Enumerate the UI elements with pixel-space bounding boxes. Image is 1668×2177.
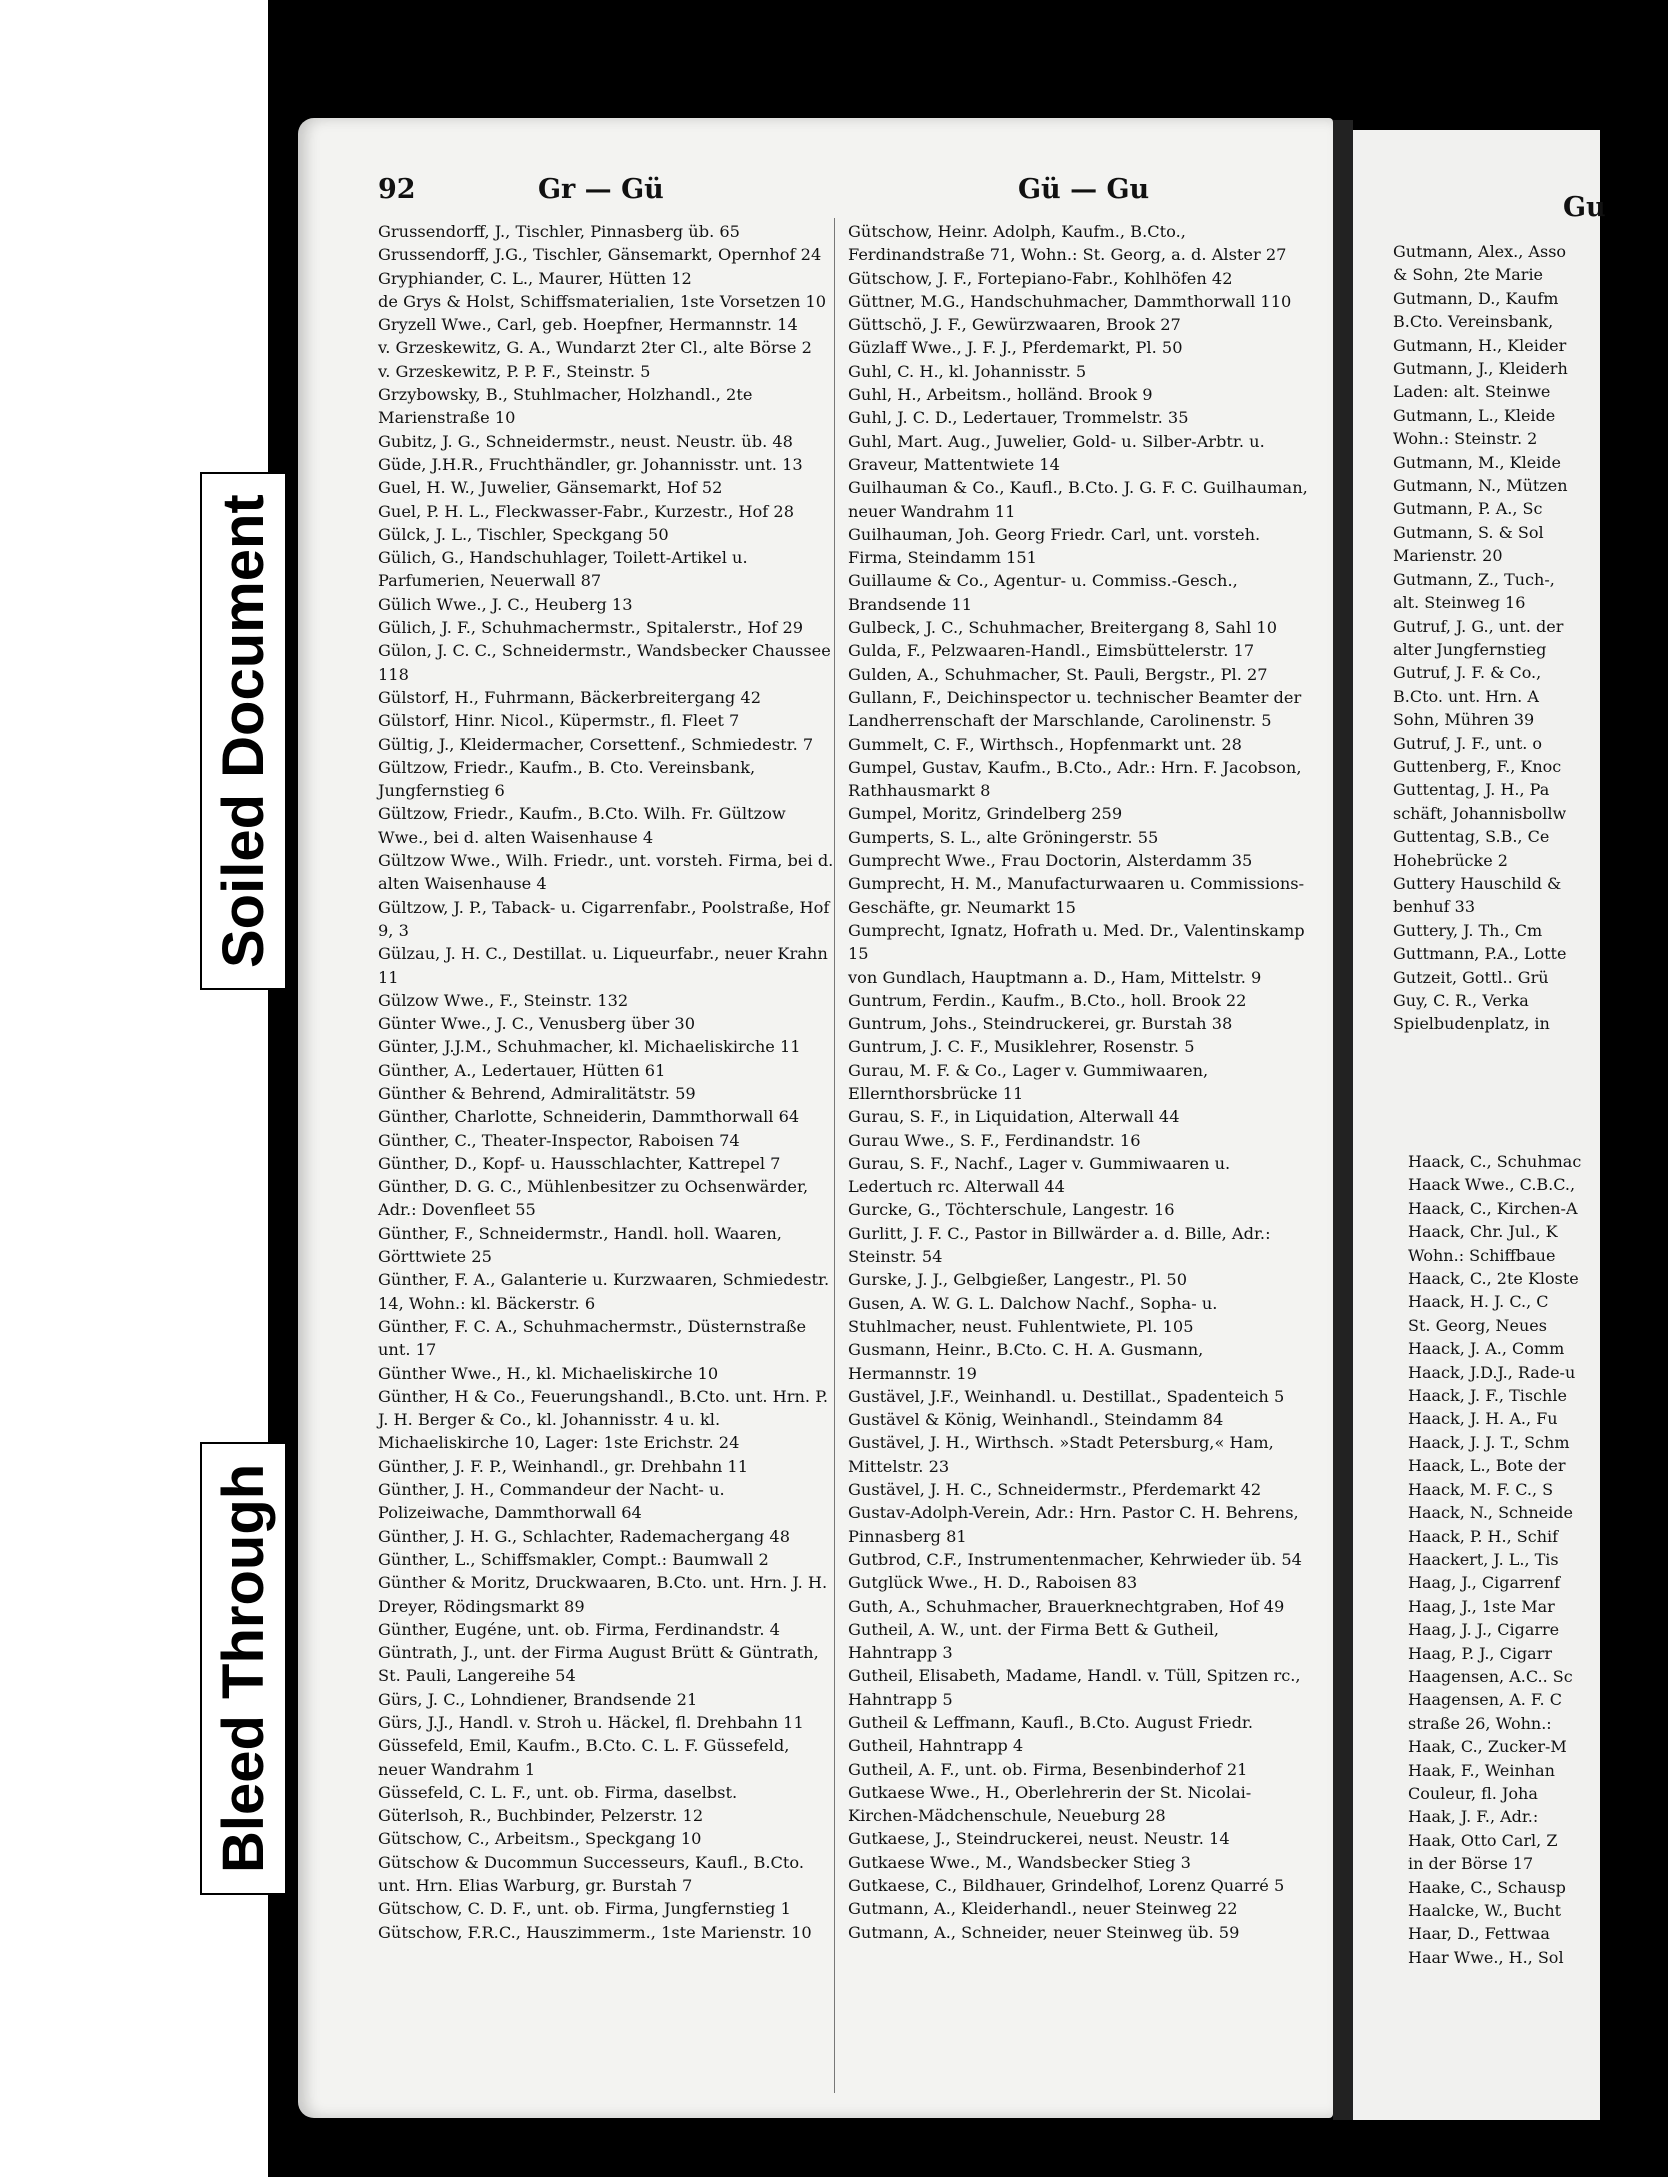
next-page-line: Gutmann, Alex., Asso xyxy=(1393,242,1567,261)
left-column xyxy=(378,220,838,1944)
next-page-line: Gutruf, J. F., unt. o xyxy=(1393,733,1543,753)
next-page-line: Wohn.: Schiffbaue xyxy=(1408,1245,1556,1265)
directory-entry: Gülich Wwe., J. C., Heuberg 13 xyxy=(378,594,633,614)
directory-entry: Gülich, G., Handschuhlager, Toilett-Artikel u. Parfumerien, Neuerwall 87 xyxy=(378,548,748,591)
directory-entry: Günther, J. H., Commandeur der Nacht- u. Polizeiwache, Dammthorwall 64 xyxy=(378,1480,725,1523)
next-page-line: alt. Steinweg 16 xyxy=(1393,593,1526,613)
next-page-line: Haar, D., Fettwaa xyxy=(1408,1924,1550,1944)
next-page-line: Spielbudenplatz, in xyxy=(1393,1014,1550,1034)
next-page-line: Haackert, J. L., Tis xyxy=(1408,1549,1559,1569)
directory-entry: Gurcke, G., Töchterschule, Langestr. 16 xyxy=(848,1200,1175,1220)
directory-entry: Gutkaese Wwe., M., Wandsbecker Stieg 3 xyxy=(848,1852,1191,1872)
next-page-line: B.Cto. unt. Hrn. A xyxy=(1393,686,1539,706)
next-page-line: Haack, C., 2te Kloste xyxy=(1408,1269,1579,1289)
directory-entry: Guhl, J. C. D., Ledertauer, Trommelstr. 35 xyxy=(848,408,1189,428)
directory-entry: Gurau, S. F., Nachf., Lager v. Gummiwaaren u. Ledertuch rc. Alterwall 44 xyxy=(848,1153,1231,1197)
directory-entry: Gülon, J. C. C., Schneidermstr., Wandsbecker Chaussee 118 xyxy=(378,641,831,684)
directory-entry: Gültig, J., Kleidermacher, Corsettenf., Schmiedestr. 7 xyxy=(378,734,814,754)
directory-entry: Gummelt, C. F., Wirthsch., Hopfenmarkt unt. 28 xyxy=(848,734,1242,754)
directory-entry: Günther, D. G. C., Mühlenbesitzer zu Ochsenwärder, Adr.: Dovenfleet 55 xyxy=(378,1177,809,1220)
next-page-line: Haalcke, W., Bucht xyxy=(1408,1901,1562,1920)
next-page-line: Haagensen, A. F. C xyxy=(1408,1690,1562,1710)
directory-entry: Günter, J.J.M., Schuhmacher, kl. Michaeliskirche 11 xyxy=(378,1037,801,1057)
directory-entry: Gulda, F., Pelzwaaren-Handl., Eimsbüttelerstr. 17 xyxy=(848,641,1255,661)
directory-entry: Gumprecht Wwe., Frau Doctorin, Alsterdamm 35 xyxy=(848,851,1253,871)
margin-strip xyxy=(0,0,276,2177)
next-page-line: Guttentag, S.B., Ce xyxy=(1393,827,1550,847)
directory-entry: Gutkaese Wwe., H., Oberlehrerin der St. Nicolai-Kirchen-Mädchenschule, Neueburg 28 xyxy=(848,1782,1252,1826)
next-page-line: Laden: alt. Steinwe xyxy=(1393,382,1551,402)
directory-entry: Guhl, H., Arbeitsm., holländ. Brook 9 xyxy=(848,385,1153,405)
next-page-line: Gutmann, J., Kleiderh xyxy=(1393,359,1568,379)
next-page-line: B.Cto. Vereinsbank, xyxy=(1393,312,1554,332)
next-page-line: Gutruf, J. G., unt. der xyxy=(1393,616,1564,636)
caption-soiled-document: Soiled Document xyxy=(200,472,287,990)
book-gutter xyxy=(1333,120,1353,2120)
directory-entry: Guntrum, J. C. F., Musiklehrer, Rosenstr. 5 xyxy=(848,1037,1195,1057)
directory-entry: Guntrum, Ferdin., Kaufm., B.Cto., holl. Brook 22 xyxy=(848,990,1247,1010)
next-page-line: Haack, P. H., Schif xyxy=(1408,1526,1559,1546)
directory-entry: Gumprecht, H. M., Manufacturwaaren u. Commissions-Geschäfte, gr. Neumarkt 15 xyxy=(848,874,1305,917)
directory-entry: Guhl, Mart. Aug., Juwelier, Gold- u. Silber-Arbtr. u. Graveur, Mattentwiete 14 xyxy=(848,431,1265,474)
next-page-line: Haack, J. H. A., Fu xyxy=(1408,1409,1558,1429)
next-page-line: Marienstr. 20 xyxy=(1393,546,1503,566)
directory-entry: Günter Wwe., J. C., Venusberg über 30 xyxy=(378,1014,696,1034)
directory-entry: Gültzow, Friedr., Kaufm., B. Cto. Vereinsbank, Jungfernstieg 6 xyxy=(378,757,756,801)
directory-entry: Güttner, M.G., Handschuhmacher, Dammthorwall 110 xyxy=(848,291,1292,311)
next-page-line: Sohn, Mühren 39 xyxy=(1393,710,1535,730)
directory-entry: Gürs, J.J., Handl. v. Stroh u. Häckel, fl. Drehbahn 11 xyxy=(378,1713,804,1732)
directory-entry: Gusmann, Heinr., B.Cto. C. H. A. Gusmann, Hermannstr. 19 xyxy=(848,1340,1204,1383)
directory-entry: Gütschow, C. D. F., unt. ob. Firma, Jungfernstieg 1 xyxy=(378,1899,791,1919)
directory-entry: Günther, C., Theater-Inspector, Raboisen 74 xyxy=(378,1130,740,1150)
directory-entry: Grussendorff, J., Tischler, Pinnasberg üb. 65 xyxy=(378,222,740,241)
page-number: 92 xyxy=(378,174,416,205)
next-page-line: Haag, J., 1ste Mar xyxy=(1408,1596,1555,1616)
next-page-line: Haack, J.D.J., Rade-u xyxy=(1408,1362,1576,1382)
next-page-line: Gutmann, H., Kleider xyxy=(1393,335,1567,355)
next-page-column-bottom xyxy=(1408,1150,1668,1969)
left-running-head: Gr — Gü xyxy=(538,174,664,205)
directory-entry: Günther, J. H. G., Schlachter, Rademachergang 48 xyxy=(378,1526,791,1546)
directory-entry: Gutheil, A. W., unt. der Firma Bett & Gutheil, Hahntrapp 3 xyxy=(848,1619,1220,1663)
next-page-line: Hohebrücke 2 xyxy=(1393,850,1508,870)
next-page-line: Gutmann, P. A., Sc xyxy=(1393,499,1543,519)
next-page-sliver xyxy=(1353,130,1606,2120)
directory-entry: Gütschow, C., Arbeitsm., Speckgang 10 xyxy=(378,1829,702,1849)
directory-entry: Guth, A., Schuhmacher, Brauerknechtgraben, Hof 49 xyxy=(848,1596,1285,1616)
directory-entry: Günther, F. A., Galanterie u. Kurzwaaren, Schmiedestr. 14, Wohn.: kl. Bäckerstr. 6 xyxy=(378,1270,830,1313)
directory-entry: Günther & Behrend, Admiralitätstr. 59 xyxy=(378,1083,696,1103)
column-divider xyxy=(834,218,835,2093)
directory-entry: Gütschow, J. F., Fortepiano-Fabr., Kohlhöfen 42 xyxy=(848,268,1233,288)
directory-entry: Günther, Charlotte, Schneiderin, Dammthorwall 64 xyxy=(378,1107,800,1127)
directory-entry: Gurlitt, J. F. C., Pastor in Billwärder a. d. Bille, Adr.: Steinstr. 54 xyxy=(848,1223,1271,1267)
next-page-line: Gutmann, S. & Sol xyxy=(1393,522,1544,542)
directory-entry: Guhl, C. H., kl. Johannisstr. 5 xyxy=(848,361,1087,381)
next-page-line: Haagensen, A.C.. Sc xyxy=(1408,1666,1573,1686)
directory-entry: Guntrum, Johs., Steindruckerei, gr. Burstah 38 xyxy=(848,1014,1233,1034)
next-page-line: straße 26, Wohn.: xyxy=(1408,1713,1552,1733)
next-page-line: Gutruf, J. F. & Co., xyxy=(1393,663,1542,683)
next-page-line: Gutzeit, Gottl.. Grü xyxy=(1393,967,1549,987)
directory-entry: Gustav-Adolph-Verein, Adr.: Hrn. Pastor C. H. Behrens, Pinnasberg 81 xyxy=(848,1503,1299,1546)
directory-entry: Gülstorf, H., Fuhrmann, Bäckerbreitergang 42 xyxy=(378,687,762,707)
directory-entry: Gütschow & Ducommun Successeurs, Kaufl., B.Cto. unt. Hrn. Elias Warburg, gr. Burstah 7 xyxy=(378,1852,804,1896)
directory-entry: von Gundlach, Hauptmann a. D., Ham, Mittelstr. 9 xyxy=(848,967,1262,987)
directory-entry: Günther, A., Ledertauer, Hütten 61 xyxy=(378,1060,666,1080)
directory-entry: Gülich, J. F., Schuhmachermstr., Spitalerstr., Hof 29 xyxy=(378,618,804,638)
directory-entry: Güterlsoh, R., Buchbinder, Pelzerstr. 12 xyxy=(378,1806,704,1826)
directory-entry: Guilhauman, Joh. Georg Friedr. Carl, unt. vorsteh. Firma, Steindamm 151 xyxy=(848,524,1261,568)
next-page-line: Couleur, fl. Joha xyxy=(1408,1783,1538,1803)
directory-entry: Günther, F., Schneidermstr., Handl. holl. Waaren, Görttwiete 25 xyxy=(378,1223,782,1267)
directory-entry: Gurske, J. J., Gelbgießer, Langestr., Pl. 50 xyxy=(848,1270,1188,1290)
next-page-line: Haak, J. F., Adr.: xyxy=(1408,1807,1539,1827)
directory-entry: Günther, F. C. A., Schuhmachermstr., Düsternstraße unt. 17 xyxy=(378,1316,807,1360)
directory-entry: Gutheil & Leffmann, Kaufl., B.Cto. August Friedr. Gutheil, Hahntrapp 4 xyxy=(848,1713,1254,1756)
next-page-line: Haar Wwe., H., Sol xyxy=(1408,1947,1564,1967)
next-page-line: & Sohn, 2te Marie xyxy=(1393,265,1544,285)
directory-entry: Gumpel, Gustav, Kaufm., B.Cto., Adr.: Hrn. F. Jacobson, Rathhausmarkt 8 xyxy=(848,757,1302,801)
directory-entry: Gryphiander, C. L., Maurer, Hütten 12 xyxy=(378,268,692,288)
directory-entry: Gustävel, J. H., Wirthsch. »Stadt Petersburg,« Ham, Mittelstr. 23 xyxy=(848,1433,1274,1476)
directory-entry: Güntrath, J., unt. der Firma August Brütt & Güntrath, St. Pauli, Langereihe 54 xyxy=(378,1643,819,1686)
directory-entry: Gumperts, S. L., alte Gröningerstr. 55 xyxy=(848,827,1159,847)
directory-entry: v. Grzeskewitz, G. A., Wundarzt 2ter Cl., alte Börse 2 xyxy=(378,338,812,358)
next-page-line: Guttentag, J. H., Pa xyxy=(1393,780,1550,800)
directory-entry: Guel, H. W., Juwelier, Gänsemarkt, Hof 52 xyxy=(378,478,723,498)
directory-entry: Güssefeld, Emil, Kaufm., B.Cto. C. L. F. Güssefeld, neuer Wandrahm 1 xyxy=(378,1736,790,1779)
directory-entry: Gürs, J. C., Lohndiener, Brandsende 21 xyxy=(378,1689,698,1709)
next-page-line: Haack, N., Schneide xyxy=(1408,1503,1573,1523)
directory-entry: Gumprecht, Ignatz, Hofrath u. Med. Dr., Valentinskamp 15 xyxy=(848,920,1305,964)
next-page-line: Haak, C., Zucker-M xyxy=(1408,1737,1567,1757)
directory-entry: Guillaume & Co., Agentur- u. Commiss.-Gesch., Brandsende 11 xyxy=(848,571,1238,614)
directory-entry: Günther, Eugéne, unt. ob. Firma, Ferdinandstr. 4 xyxy=(378,1619,780,1639)
directory-entry: Gubitz, J. G., Schneidermstr., neust. Neustr. üb. 48 xyxy=(378,431,793,451)
next-page-line: Guttmann, P.A., Lotte xyxy=(1393,944,1567,964)
right-running-head: Gü — Gu xyxy=(1018,174,1150,205)
next-page-line: Haack, H. J. C., C xyxy=(1408,1292,1549,1312)
next-page-line: Haag, P. J., Cigarr xyxy=(1408,1643,1553,1663)
directory-page xyxy=(298,118,1333,2118)
directory-entry: Gülzow Wwe., F., Steinstr. 132 xyxy=(378,990,629,1010)
next-page-line: Gutmann, N., Mützen xyxy=(1393,476,1568,496)
next-page-line: alter Jungfernstieg xyxy=(1393,639,1547,659)
directory-entry: Gutmann, A., Kleiderhandl., neuer Steinweg 22 xyxy=(848,1899,1238,1919)
next-page-line: Haack Wwe., C.B.C., xyxy=(1408,1175,1576,1195)
directory-entry: Gustävel & König, Weinhandl., Steindamm 84 xyxy=(848,1410,1224,1430)
directory-entry: Gültzow Wwe., Wilh. Friedr., unt. vorsteh. Firma, bei d. alten Waisenhause 4 xyxy=(378,851,834,894)
next-page-line: Guy, C. R., Verka xyxy=(1393,991,1529,1010)
directory-entry: Gutkaese, J., Steindruckerei, neust. Neustr. 14 xyxy=(848,1829,1230,1849)
directory-entry: Gumpel, Moritz, Grindelberg 259 xyxy=(848,804,1123,824)
directory-entry: Günther, D., Kopf- u. Hausschlachter, Kattrepel 7 xyxy=(378,1153,781,1173)
next-page-line: Haag, J. J., Cigarre xyxy=(1408,1620,1560,1640)
directory-entry: Gülzau, J. H. C., Destillat. u. Liqueurfabr., neuer Krahn 11 xyxy=(378,944,828,987)
directory-entry: Günther, J. F. P., Weinhandl., gr. Drehbahn 11 xyxy=(378,1456,749,1476)
directory-entry: Gutbrod, C.F., Instrumentenmacher, Kehrwieder üb. 54 xyxy=(848,1549,1302,1569)
directory-entry: Gusen, A. W. G. L. Dalchow Nachf., Sopha- u. Stuhlmacher, neust. Fuhlentwiete, Pl. 105 xyxy=(848,1293,1218,1336)
directory-entry: Gültzow, Friedr., Kaufm., B.Cto. Wilh. Fr. Gültzow Wwe., bei d. alten Waisenhause 4 xyxy=(378,804,786,847)
directory-entry: Gulbeck, J. C., Schuhmacher, Breitergang 8, Sahl 10 xyxy=(848,618,1277,638)
next-page-line: Haack, J. F., Tischle xyxy=(1408,1386,1567,1406)
directory-entry: Gustävel, J. H. C., Schneidermstr., Pferdemarkt 42 xyxy=(848,1480,1262,1500)
directory-entry: Gütschow, F.R.C., Hauszimmerm., 1ste Marienstr. 10 xyxy=(378,1922,812,1942)
page-header xyxy=(378,174,1288,220)
directory-entry: Günther & Moritz, Druckwaaren, B.Cto. unt. Hrn. J. H. Dreyer, Rödingsmarkt 89 xyxy=(378,1573,828,1616)
next-page-line: in der Börse 17 xyxy=(1408,1854,1534,1874)
next-page-line: Haag, J., Cigarrenf xyxy=(1408,1573,1561,1593)
next-page-line: benhuf 33 xyxy=(1393,897,1475,917)
directory-entry: de Grys & Holst, Schiffsmaterialien, 1ste Vorsetzen 10 xyxy=(378,291,827,311)
directory-entry: Guilhauman & Co., Kaufl., B.Cto. J. G. F. C. Guilhauman, neuer Wandrahm 11 xyxy=(848,478,1308,521)
right-column xyxy=(848,220,1308,1944)
next-page-line: Gutmann, M., Kleide xyxy=(1393,452,1562,472)
directory-entry: Gurau, M. F. & Co., Lager v. Gummiwaaren, Ellernthorsbrücke 11 xyxy=(848,1060,1209,1103)
directory-entry: Güzlaff Wwe., J. F. J., Pferdemarkt, Pl. 50 xyxy=(848,338,1183,358)
directory-entry: v. Grzeskewitz, P. P. F., Steinstr. 5 xyxy=(378,361,651,381)
next-page-line: Haack, Chr. Jul., K xyxy=(1408,1222,1558,1242)
directory-entry: Grussendorff, J.G., Tischler, Gänsemarkt, Opernhof 24 xyxy=(378,245,822,265)
directory-entry: Grzybowsky, B., Stuhlmacher, Holzhandl., 2te Marienstraße 10 xyxy=(378,385,753,428)
next-page-line: Gutmann, Z., Tuch-, xyxy=(1393,569,1555,589)
directory-entry: Gurau Wwe., S. F., Ferdinandstr. 16 xyxy=(848,1130,1141,1150)
next-page-line: Haake, C., Schausp xyxy=(1408,1877,1566,1897)
directory-entry: Gutmann, A., Schneider, neuer Steinweg üb. 59 xyxy=(848,1922,1240,1942)
directory-entry: Gütschow, Heinr. Adolph, Kaufm., B.Cto., Ferdinandstraße 71, Wohn.: St. Georg, a. d. Alster 27 xyxy=(848,222,1287,265)
directory-entry: Gutheil, A. F., unt. ob. Firma, Besenbinderhof 21 xyxy=(848,1759,1248,1779)
directory-entry: Gullann, F., Deichinspector u. technischer Beamter der Landherrenschaft der Marschlande, Carolinenstr. 5 xyxy=(848,687,1302,731)
directory-entry: Gustävel, J.F., Weinhandl. u. Destillat., Spadenteich 5 xyxy=(848,1386,1285,1406)
caption-bleed-through: Bleed Through xyxy=(200,1442,287,1895)
next-page-line: schäft, Johannisbollw xyxy=(1393,803,1567,823)
next-page-line: Haack, L., Bote der xyxy=(1408,1456,1566,1476)
next-page-line: Haack, C., Kirchen-A xyxy=(1408,1198,1578,1218)
directory-entry: Günther, H & Co., Feuerungshandl., B.Cto. unt. Hrn. P. J. H. Berger & Co., kl. Johannisstr. 4 u. kl. Michaeliskirche 10, Lager: 1ste Erichstr. 24 xyxy=(378,1386,828,1453)
directory-entry: Günther, L., Schiffsmakler, Compt.: Baumwall 2 xyxy=(378,1549,769,1569)
directory-entry: Gutkaese, C., Bildhauer, Grindelhof, Lorenz Quarré 5 xyxy=(848,1876,1285,1896)
next-page-line: Haack, J. A., Comm xyxy=(1408,1339,1565,1359)
directory-entry: Gryzell Wwe., Carl, geb. Hoepfner, Hermannstr. 14 xyxy=(378,315,798,335)
directory-entry: Gutheil, Elisabeth, Madame, Handl. v. Tüll, Spitzen rc., Hahntrapp 5 xyxy=(848,1666,1301,1709)
directory-entry: Güttschö, J. F., Gewürzwaaren, Brook 27 xyxy=(848,315,1181,335)
next-page-line: Haack, J. J. T., Schm xyxy=(1408,1432,1570,1452)
directory-entry: Gulden, A., Schuhmacher, St. Pauli, Bergstr., Pl. 27 xyxy=(848,664,1268,684)
next-page-line: Guttery, J. Th., Cm xyxy=(1393,920,1543,940)
next-page-line: Gutmann, L., Kleide xyxy=(1393,405,1556,425)
next-page-line: Guttery Hauschild & xyxy=(1393,873,1562,893)
next-running-head: Gu xyxy=(1563,192,1606,223)
next-page-line: Haak, F., Weinhan xyxy=(1408,1760,1555,1780)
directory-entry: Gülstorf, Hinr. Nicol., Küpermstr., fl. Fleet 7 xyxy=(378,711,740,731)
directory-entry: Gurau, S. F., in Liquidation, Alterwall 44 xyxy=(848,1107,1180,1127)
next-page-line: Wohn.: Steinstr. 2 xyxy=(1393,429,1538,449)
next-page-line: Haack, M. F. C., S xyxy=(1408,1479,1554,1499)
directory-entry: Günther Wwe., H., kl. Michaeliskirche 10 xyxy=(378,1363,719,1383)
directory-entry: Güde, J.H.R., Fruchthändler, gr. Johannisstr. unt. 13 xyxy=(378,454,803,474)
next-page-line: Guttenberg, F., Knoc xyxy=(1393,756,1562,776)
next-page-line: St. Georg, Neues xyxy=(1408,1315,1547,1335)
next-page-line: Gutmann, D., Kaufm xyxy=(1393,288,1559,308)
next-page-line: Haack, C., Schuhmac xyxy=(1408,1152,1582,1171)
directory-entry: Güssefeld, C. L. F., unt. ob. Firma, daselbst. xyxy=(378,1782,738,1802)
directory-entry: Gülck, J. L., Tischler, Speckgang 50 xyxy=(378,524,669,544)
directory-entry: Gutglück Wwe., H. D., Raboisen 83 xyxy=(848,1573,1138,1593)
directory-entry: Guel, P. H. L., Fleckwasser-Fabr., Kurzestr., Hof 28 xyxy=(378,501,795,521)
directory-entry: Gültzow, J. P., Taback- u. Cigarrenfabr., Poolstraße, Hof 9, 3 xyxy=(378,897,830,940)
next-page-column-top xyxy=(1393,240,1653,1036)
next-page-line: Haak, Otto Carl, Z xyxy=(1408,1830,1558,1850)
